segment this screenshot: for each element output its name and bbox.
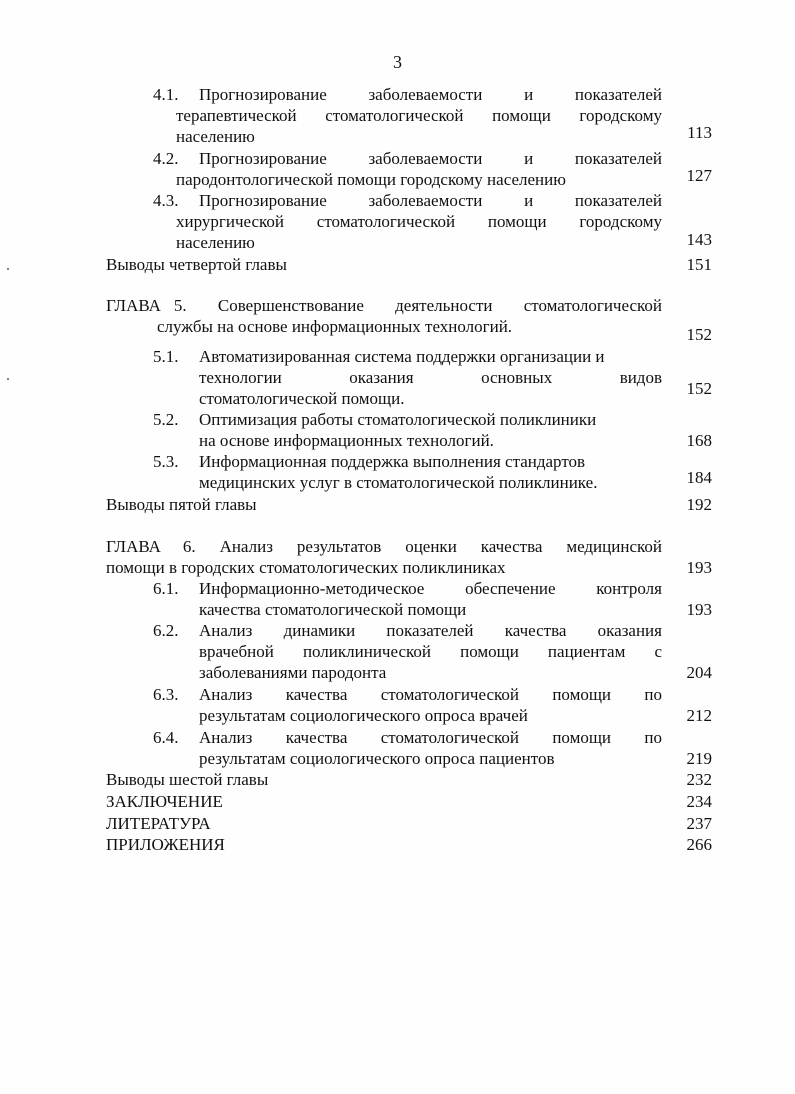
- section-title-line: результатам социологического опроса пациентов: [199, 749, 555, 768]
- page-ref: 152: [686, 325, 712, 344]
- section-title-line: хирургической стоматологической помощи городскому: [176, 212, 662, 231]
- section-title-line: Анализ качества стоматологической помощи по: [199, 728, 662, 747]
- page-number: 3: [393, 52, 402, 72]
- section-title-line: врачебной поликлинической помощи пациентам с: [199, 642, 662, 661]
- section-title-line: Прогнозирование заболеваемости и показателей: [199, 85, 662, 104]
- section-title-line: пародонтологической помощи городскому населению: [176, 170, 566, 189]
- chapter-title-line: ГЛАВА 5. Совершенствование деятельности стоматологической: [106, 296, 662, 315]
- page-ref: 192: [686, 495, 712, 514]
- page-ref: 237: [686, 814, 712, 833]
- section-number: 6.4.: [153, 728, 179, 747]
- page-ref: 152: [686, 379, 712, 398]
- entry-title: ПРИЛОЖЕНИЯ: [106, 835, 225, 854]
- page-ref: 151: [686, 255, 712, 274]
- section-title-line: медицинских услуг в стоматологической поликлинике.: [199, 473, 598, 492]
- page-ref: 184: [686, 468, 712, 487]
- section-title-line: качества стоматологической помощи: [199, 600, 467, 619]
- section-title-line: Информационно-методическое обеспечение контроля: [199, 579, 662, 598]
- section-title-line: на основе информационных технологий.: [199, 431, 494, 450]
- section-title-line: Прогнозирование заболеваемости и показателей: [199, 191, 662, 210]
- section-title-line: терапевтической стоматологической помощи городскому: [176, 106, 662, 125]
- section-title-line: Автоматизированная система поддержки организации и: [199, 347, 605, 366]
- section-title-line: Информационная поддержка выполнения стандартов: [199, 452, 586, 471]
- section-number: 6.2.: [153, 621, 179, 640]
- scan-speck: [7, 268, 9, 270]
- entry-title: ЛИТЕРАТУРА: [106, 814, 211, 833]
- section-title-line: стоматологической помощи.: [199, 389, 405, 408]
- section-number: 5.3.: [153, 452, 179, 471]
- chapter-title-line: ГЛАВА 6. Анализ результатов оценки качества медицинской: [106, 537, 662, 556]
- section-title-line: Оптимизация работы стоматологической поликлиники: [199, 410, 597, 429]
- entry-title: Выводы четвертой главы: [106, 255, 287, 274]
- section-number: 4.1.: [153, 85, 179, 104]
- page-ref: 168: [686, 431, 712, 450]
- page-ref: 232: [686, 770, 712, 789]
- page-ref: 193: [686, 558, 712, 577]
- section-title-line: Анализ качества стоматологической помощи по: [199, 685, 662, 704]
- page-ref: 113: [687, 123, 712, 142]
- entry-title: ЗАКЛЮЧЕНИЕ: [106, 792, 223, 811]
- section-number: 5.2.: [153, 410, 179, 429]
- chapter-title-line: службы на основе информационных технологий.: [157, 317, 513, 336]
- page-ref: 143: [686, 230, 712, 249]
- section-number: 6.3.: [153, 685, 179, 704]
- section-number: 4.2.: [153, 149, 179, 168]
- entry-title: Выводы пятой главы: [106, 495, 257, 514]
- page-ref: 266: [686, 835, 712, 854]
- section-title-line: населению: [176, 127, 255, 146]
- section-title-line: технологии оказания основных видов: [199, 368, 662, 387]
- page-ref: 234: [686, 792, 712, 811]
- page-ref: 212: [686, 706, 712, 725]
- section-title-line: Анализ динамики показателей качества оказания: [199, 621, 662, 640]
- section-title-line: населению: [176, 233, 255, 252]
- section-number: 5.1.: [153, 347, 179, 366]
- chapter-title-line: помощи в городских стоматологических поликлиниках: [106, 558, 506, 577]
- page-ref: 219: [686, 749, 712, 768]
- page-ref: 204: [686, 663, 712, 682]
- section-number: 4.3.: [153, 191, 179, 210]
- page-ref: 127: [686, 166, 712, 185]
- section-title-line: Прогнозирование заболеваемости и показателей: [199, 149, 662, 168]
- scan-speck: [7, 378, 9, 380]
- section-number: 6.1.: [153, 579, 179, 598]
- section-title-line: заболеваниями пародонта: [199, 663, 387, 682]
- section-title-line: результатам социологического опроса врачей: [199, 706, 528, 725]
- entry-title: Выводы шестой главы: [106, 770, 269, 789]
- page-ref: 193: [686, 600, 712, 619]
